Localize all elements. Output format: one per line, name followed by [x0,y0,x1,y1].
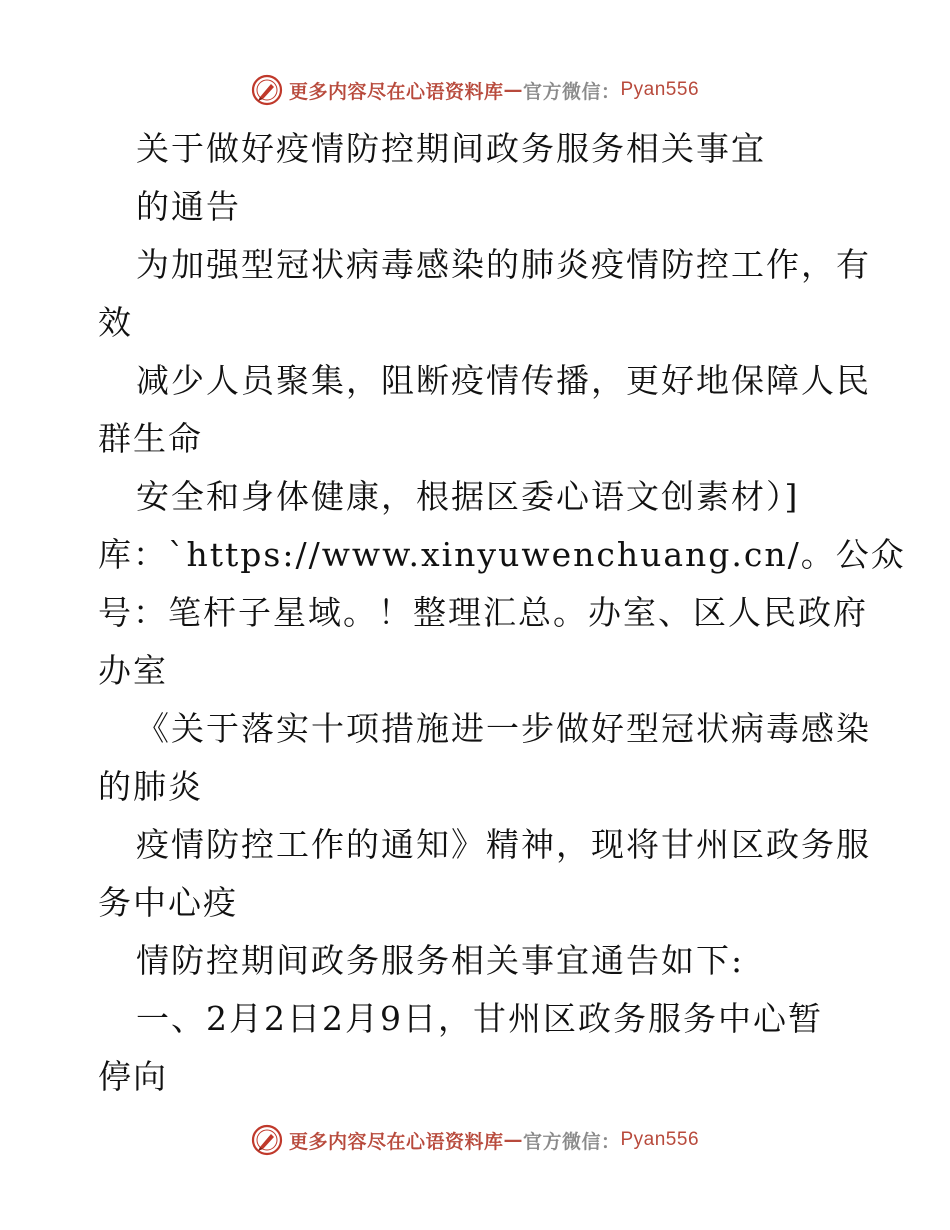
watermark-wechat-label: 官方微信： [522,1130,621,1153]
document-line: 一、2月2日2月9日，甘州区政务服务中心暂 [136,999,823,1038]
watermark-main-text: 更多内容尽在心语资料库 [288,1130,504,1153]
document-line: 务中心疫 [98,883,238,922]
document-line: 效 [98,303,133,342]
document-line: 库：`https://www.xinyuwenchuang.cn/。公众 [98,535,906,574]
document-line: 安全和身体健康，根据区委心语文创素材）] [136,477,800,516]
watermark-wechat-id: Pyan556 [620,79,700,100]
document-line: 关于做好疫情防控期间政务服务相关事宜 [136,129,766,168]
document-body [98,120,906,1106]
document-line: 为加强型冠状病毒感染的肺炎疫情防控工作，有 [136,245,871,284]
document-line: 疫情防控工作的通知》精神，现将甘州区政务服 [136,825,871,864]
watermark-separator: — [503,1129,523,1151]
document-line: 停向 [98,1057,168,1096]
document-line: 减少人员聚集，阻断疫情传播，更好地保障人民 [136,361,871,400]
document-line: 号：笔杆子星域。！整理汇总。办室、区人民政府 [98,593,868,632]
document-line: 办室 [98,651,168,690]
watermark-main-text: 更多内容尽在心语资料库 [288,80,504,103]
document-line: 的肺炎 [98,767,203,806]
watermark-separator: — [503,79,523,101]
document-line: 情防控期间政务服务相关事宜通告如下: [136,941,745,980]
document-line: 群生命 [98,419,203,458]
watermark-banner-bottom [0,1120,950,1160]
document-line: 的通告 [136,187,241,226]
watermark-banner-top [0,70,950,110]
watermark-wechat-label: 官方微信： [522,80,621,103]
watermark-wechat-id: Pyan556 [620,1129,700,1150]
pen-logo-icon [251,74,283,106]
document-line: 《关于落实十项措施进一步做好型冠状病毒感染 [136,709,871,748]
pen-logo-icon [251,1124,283,1156]
